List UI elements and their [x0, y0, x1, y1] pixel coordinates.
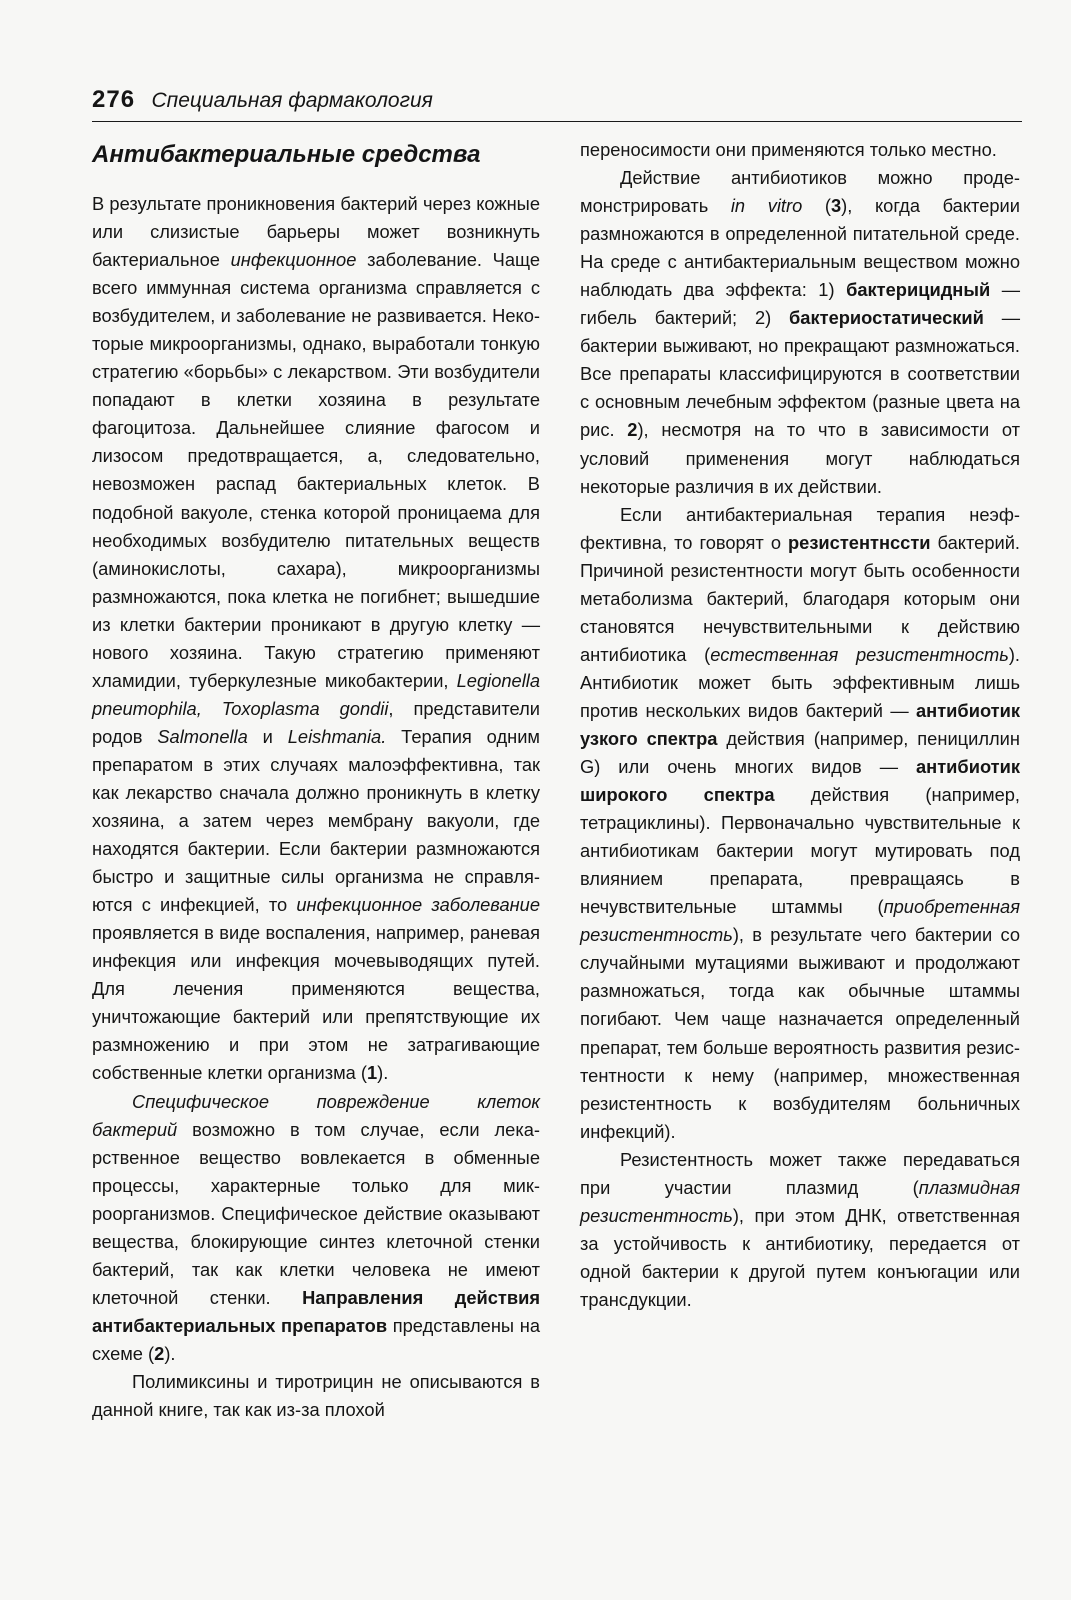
page-number: 276: [92, 86, 136, 113]
text-run: приобретенная резистентность: [580, 896, 1020, 946]
text-run: — бактерии выживают, но прекращают размножаться. Все препараты классифицируются в соответствии с основным лечебным эффектом (разные цвета на рис.: [580, 307, 1020, 441]
text-run: (: [802, 195, 831, 217]
right-paragraph-3: [580, 501, 1020, 1146]
right-paragraph-1: [580, 136, 1020, 164]
text-run: in vitro: [730, 195, 803, 217]
running-title: Специальная фармакология: [151, 89, 433, 112]
text-run: ).: [164, 1342, 176, 1364]
text-run: переносимости они применяются только местно.: [580, 139, 997, 160]
text-run: бактерий. Причиной резистентности могут быть особенности метаболизма бактерий, благодаря которым они становятся нечувствительными к действию антибиотика (: [580, 531, 1020, 665]
text-run: плазмидная резистентность: [580, 1176, 1020, 1226]
text-run: возможно в том случае, если лекарственное вещество вовлекается в обменные процессы, характерные только для микроорганизмов. Специфическое действие оказывают вещества, блокирующие синтез клеточной стенки бактерий, так как клетки человека не имеют клеточной стенки.: [92, 1118, 540, 1308]
text-run: ), при этом ДНК, ответственная за устойчивость к антибиотику, передается от одной бактерии к другой путем конъюгации или трансдукции.: [580, 1204, 1020, 1310]
text-run: ). Антибиотик может быть эффективным лишь против нескольких видов бактерий —: [580, 643, 1020, 721]
text-run: Legionella pneumophila, Toxoplasma gondii: [92, 669, 540, 719]
text-run: инфекционное: [230, 249, 357, 271]
text-run: проявляется в виде воспаления, например, раневая инфекция или инфекция мочевыводящих путей. Для лечения применяются вещества, уничтожающие бактерий или препятствующие их размножению и при этом не затрагивающие собственные клетки организма (: [92, 922, 540, 1084]
text-run: инфекционное заболевание: [296, 894, 541, 916]
text-run: антибиотик широкого спектра: [580, 756, 1020, 806]
text-run: естественная резистентность: [710, 643, 1009, 665]
text-run: Резистентность может также передаваться при участии плазмид (: [580, 1148, 1020, 1198]
left-paragraph-1: [92, 190, 540, 1088]
text-run: 2: [627, 419, 638, 441]
text-run: бактериостатический: [789, 307, 984, 329]
text-run: резистентнссти: [788, 531, 931, 553]
text-run: и: [247, 725, 288, 747]
text-run: ), когда бактерии размножаются в определенной питательной среде. На среде с антибактериальным веществом можно наблюдать два эффекта: 1): [580, 195, 1020, 301]
text-run: Leishmania.: [287, 725, 387, 747]
text-run: 1: [367, 1062, 378, 1084]
left-paragraph-3: [92, 1368, 540, 1424]
text-run: бактерицидный: [846, 279, 991, 301]
text-run: заболевание. Чаще всего иммунная система организма справляется с возбудителем, и заболевание не развивается. Некоторые микроорганизмы, однако, выработали тонкую стратегию «борьбы» с лекарством. Эти возбудители попадают в клетки хозяина в результате фагоцитоза. Дальнейшее слияние фагосом и лизосом предотвращается, а, следовательно, невозможен распад бактериальных клеток. В подобной вакуоле, стенка которой проницаема для необходимых возбудителю питательных веществ (аминокислоты, сахара), микроорганизмы размножаются, пока клетка не погибнет; вышедшие из клетки бактерии проникают в другую клетку — нового хозяина. Такую стратегию применяют хламидии, туберкулезные микобактерии,: [92, 249, 540, 691]
text-run: представлены на схеме (: [92, 1314, 540, 1364]
text-run: 3: [830, 195, 842, 217]
left-column: [92, 136, 540, 1424]
text-run: — гибель бактерий; 2): [580, 279, 1020, 329]
section-title: Антибактериальные средства: [92, 141, 481, 168]
text-run: ), в результате чего бактерии со случайными мутациями выживают и продолжают размножаться, тогда как обычные штаммы погибают. Чем чаще назначается определенный препарат, тем больше вероятность развития резистентности к нему (например, множественная резистентность к возбудителям больничных инфекций).: [580, 924, 1020, 1142]
right-column: [580, 136, 1020, 1314]
text-run: ).: [377, 1062, 389, 1084]
text-run: действия (например, пенициллин G) или очень многих видов —: [580, 727, 1020, 778]
text-run: Специфическое повреждение клеток бактерий: [92, 1090, 540, 1140]
text-run: Терапия одним препаратом в этих случаях малоэффективна, так как лекарство сначала должно проникнуть в клетку хозяина, а затем через мембрану вакуоли, где находятся бактерии. Если бактерии размножаются быстро и защитные силы организма не справляются с инфекцией, то: [92, 725, 540, 916]
text-run: ), несмотря на то что в зависимости от условий применения могут наблюдаться некоторые различия в их действии.: [580, 419, 1020, 497]
text-run: Полимиксины и тиротрицин не описываются в данной книге, так как из-за плохой: [92, 1370, 540, 1421]
text-run: В результате проникновения бактерий через кожные или слизистые барьеры может возникнуть бактериальное: [92, 193, 540, 271]
text-run: действия (например, тетрациклины). Первоначально чувствительные к антибиотикам бактерии могут мутировать под влиянием препарата, превращаясь в нечувствительные штаммы (: [580, 784, 1020, 918]
text-run: Действие антибиотиков можно продемонстрировать: [580, 167, 1020, 217]
text-run: , представители родов: [92, 697, 540, 747]
right-paragraph-4: [580, 1146, 1020, 1314]
page-header: [92, 86, 1022, 114]
text-run: Направления действия антибактериальных препаратов: [92, 1286, 540, 1336]
text-run: антибиотик узкого спектра: [580, 699, 1020, 749]
right-paragraph-2: [580, 164, 1020, 501]
text-run: Salmonella: [157, 725, 248, 747]
header-rule: [92, 121, 1022, 122]
text-run: Если антибактериальная терапия неэффективна, то говорят о: [580, 503, 1020, 553]
left-paragraph-2: [92, 1088, 540, 1368]
text-run: 2: [154, 1342, 165, 1364]
